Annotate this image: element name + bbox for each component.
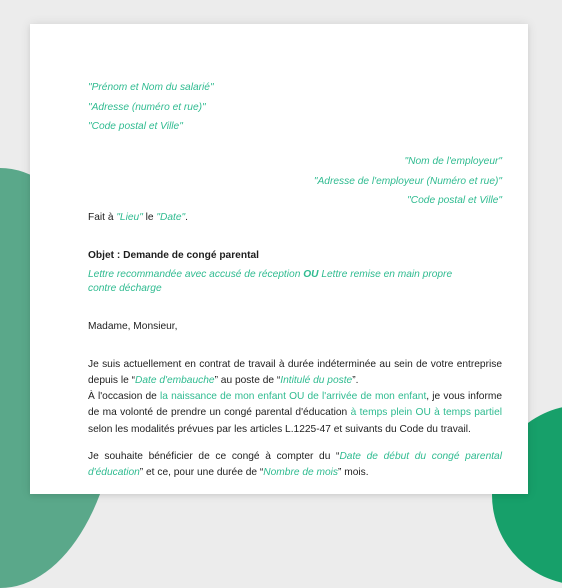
letter-page — [30, 24, 528, 494]
start-date-placeholder: Date de début du congé parental d'éducation — [88, 451, 502, 479]
sender-city: "Code postal et Ville" — [88, 121, 183, 132]
paragraph-leave-request: À l'occasion de la naissance de mon enfant OU de l'arrivée de mon enfant, je vous informe de ma volonté de prendre un congé parental d'éducation à temps plein OU à temps partiel selon les modalités prévues par les articles L.1225-47 et suivants du Code du travail. — [88, 391, 503, 435]
schedule-option: à temps plein OU à temps partiel — [350, 407, 503, 419]
subject-delivery-line-2: contre décharge — [88, 283, 162, 294]
sender-address: "Adresse (numéro et rue)" — [88, 102, 206, 113]
salutation: Madame, Monsieur, — [88, 321, 178, 332]
sender-name: "Prénom et Nom du salarié" — [88, 82, 214, 93]
job-title-placeholder: Intitulé du poste — [280, 375, 353, 387]
recipient-city: "Code postal et Ville" — [407, 195, 502, 206]
paragraph-contract: Je suis actuellement en contrat de travail à durée indéterminée au sein de votre entreprise depuis le “Date d'embauche” au poste de “Intitulé du poste”. — [88, 359, 502, 387]
date-placeholder: "Date" — [156, 212, 186, 223]
subject-delivery-line: Lettre recommandée avec accusé de réception OU Lettre remise en main propre — [88, 269, 453, 280]
recipient-name: "Nom de l'employeur" — [404, 156, 502, 167]
place-placeholder: "Lieu" — [116, 212, 143, 223]
event-option: la naissance de mon enfant OU de l'arrivée de mon enfant — [160, 391, 427, 402]
paragraph-leave-dates: Je souhaite bénéficier de ce congé à compter du “Date de début du congé parental d'éducation” et ce, pour une durée de “Nombre de mois” mois. — [88, 451, 502, 479]
hire-date-placeholder: Date d'embauche — [135, 375, 215, 387]
months-placeholder: Nombre de mois — [263, 467, 339, 479]
place-date-line: Fait à "Lieu" le "Date". — [88, 212, 189, 223]
recipient-address: "Adresse de l'employeur (Numéro et rue)" — [313, 176, 502, 187]
subject-or: OU — [303, 269, 319, 280]
subject-title: Objet : Demande de congé parental — [88, 250, 259, 261]
